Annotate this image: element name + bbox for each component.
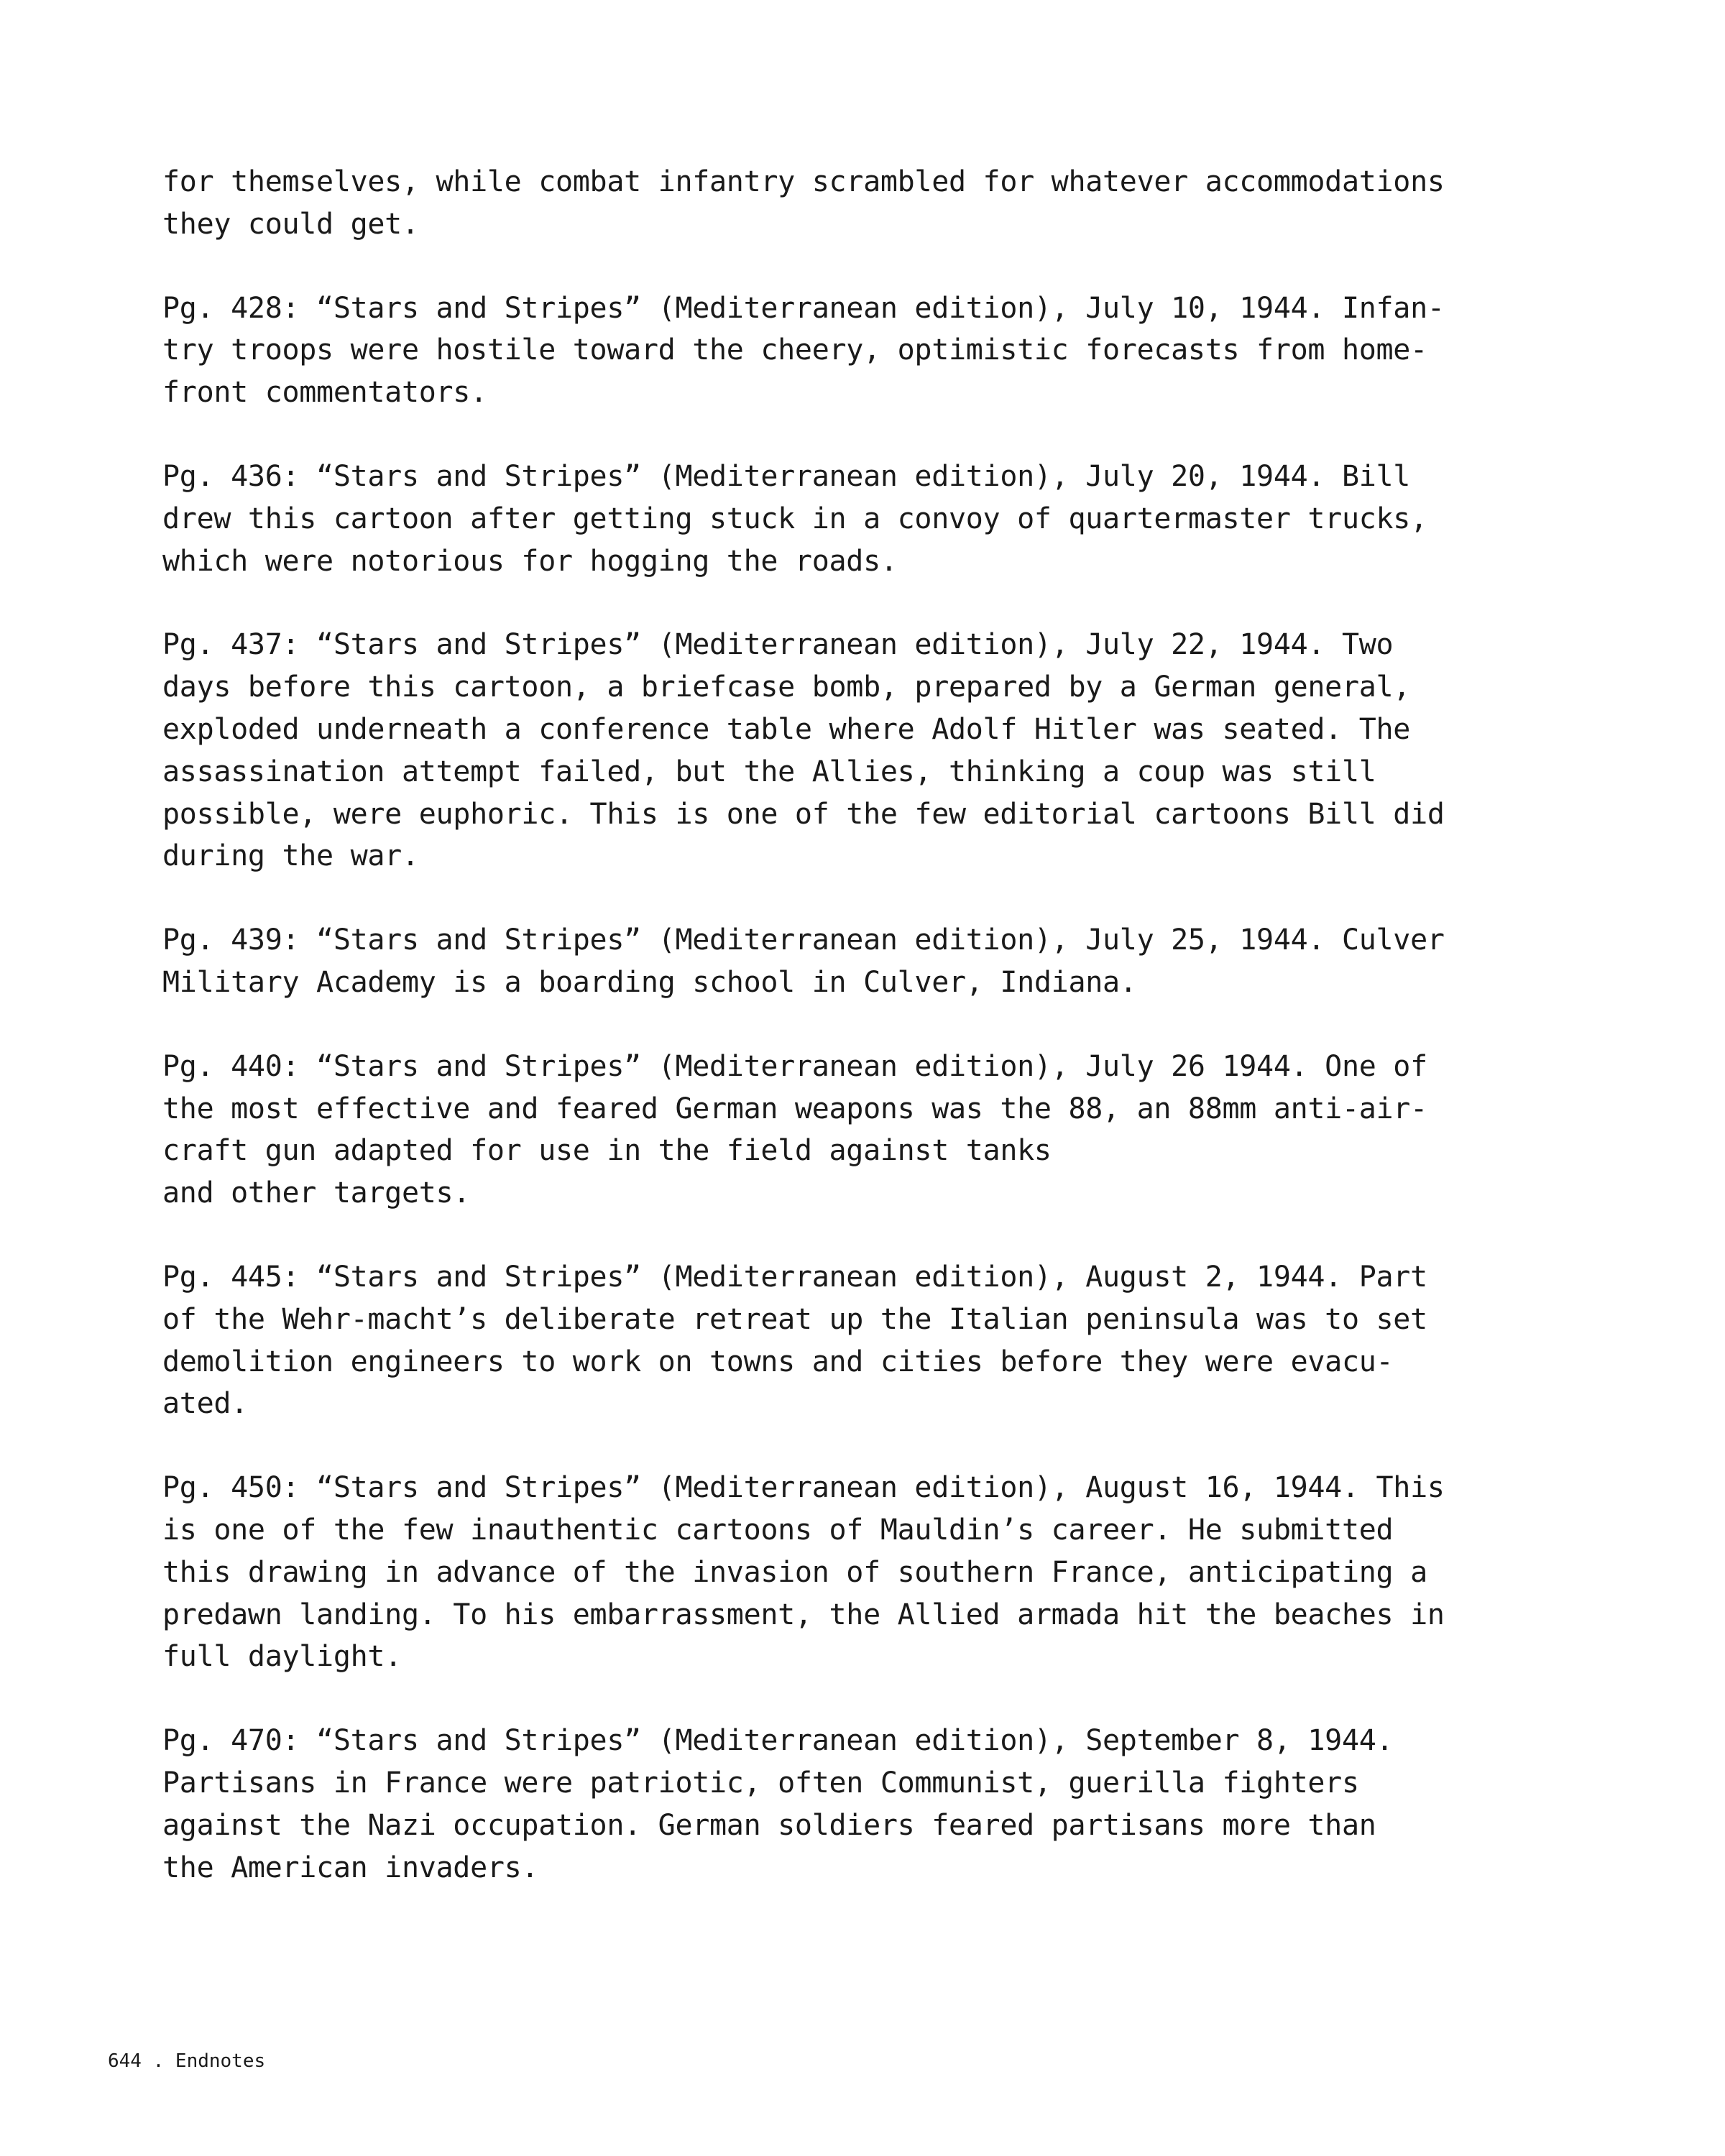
text-line: front commentators. bbox=[162, 376, 487, 410]
endnote-paragraph bbox=[162, 1467, 1564, 1678]
text-line: exploded underneath a conference table where Adolf Hitler was seated. The bbox=[162, 712, 1411, 746]
text-line: Pg. 470: “Stars and Stripes” (Mediterranean edition), September 8, 1944. bbox=[162, 1724, 1394, 1758]
text-line: predawn landing. To his embarrassment, the Allied armada hit the beaches in bbox=[162, 1598, 1445, 1631]
text-line: for themselves, while combat infantry scrambled for whatever accommodations bbox=[162, 165, 1445, 198]
endnote-paragraph bbox=[162, 287, 1564, 414]
endnote-paragraph bbox=[162, 1046, 1564, 1215]
text-line: full daylight. bbox=[162, 1640, 402, 1674]
endnote-paragraph bbox=[162, 1720, 1564, 1889]
text-line: Pg. 436: “Stars and Stripes” (Mediterranean edition), July 20, 1944. Bill bbox=[162, 459, 1411, 493]
endnote-paragraph bbox=[162, 1256, 1564, 1425]
endnote-paragraph bbox=[162, 456, 1564, 582]
text-line: Pg. 428: “Stars and Stripes” (Mediterranean edition), July 10, 1944. Infan- bbox=[162, 291, 1445, 325]
text-line: against the Nazi occupation. German soldiers feared partisans more than bbox=[162, 1808, 1376, 1842]
text-line: which were notorious for hogging the roads. bbox=[162, 544, 898, 578]
text-line: is one of the few inauthentic cartoons of Mauldin’s career. He submitted bbox=[162, 1513, 1394, 1547]
text-line: try troops were hostile toward the cheery, optimistic forecasts from home- bbox=[162, 333, 1427, 367]
text-line: assassination attempt failed, but the Allies, thinking a coup was still bbox=[162, 755, 1376, 788]
text-line: Military Academy is a boarding school in Culver, Indiana. bbox=[162, 965, 1137, 999]
endnote-paragraph bbox=[162, 624, 1564, 877]
text-line: demolition engineers to work on towns and cities before they were evacu- bbox=[162, 1345, 1394, 1378]
text-line: craft gun adapted for use in the field against tanks bbox=[162, 1134, 1052, 1168]
text-line: during the war. bbox=[162, 839, 419, 873]
text-line: and other targets. bbox=[162, 1176, 471, 1210]
endnotes-body bbox=[162, 161, 1564, 1930]
text-line: of the Wehr-macht’s deliberate retreat up the Italian peninsula was to set bbox=[162, 1302, 1427, 1336]
page-footer: 644 . Endnotes bbox=[108, 2050, 266, 2072]
endnote-paragraph bbox=[162, 919, 1564, 1004]
text-line: the American invaders. bbox=[162, 1851, 539, 1884]
text-line: Pg. 445: “Stars and Stripes” (Mediterranean edition), August 2, 1944. Part bbox=[162, 1260, 1427, 1294]
text-line: days before this cartoon, a briefcase bomb, prepared by a German general, bbox=[162, 671, 1411, 704]
text-line: this drawing in advance of the invasion of southern France, anticipating a bbox=[162, 1555, 1427, 1589]
endnote-paragraph bbox=[162, 161, 1564, 246]
text-line: possible, were euphoric. This is one of the few editorial cartoons Bill did bbox=[162, 797, 1445, 831]
text-line: drew this cartoon after getting stuck in a convoy of quartermaster trucks, bbox=[162, 502, 1427, 535]
text-line: ated. bbox=[162, 1387, 248, 1421]
text-line: Pg. 439: “Stars and Stripes” (Mediterranean edition), July 25, 1944. Culver bbox=[162, 923, 1445, 957]
text-line: the most effective and feared German weapons was the 88, an 88mm anti-air- bbox=[162, 1092, 1427, 1125]
text-line: Partisans in France were patriotic, often Communist, guerilla fighters bbox=[162, 1766, 1359, 1800]
text-line: Pg. 437: “Stars and Stripes” (Mediterranean edition), July 22, 1944. Two bbox=[162, 628, 1394, 662]
text-line: they could get. bbox=[162, 207, 419, 241]
text-line: Pg. 440: “Stars and Stripes” (Mediterranean edition), July 26 1944. One of bbox=[162, 1049, 1427, 1083]
text-line: Pg. 450: “Stars and Stripes” (Mediterranean edition), August 16, 1944. This bbox=[162, 1471, 1445, 1505]
